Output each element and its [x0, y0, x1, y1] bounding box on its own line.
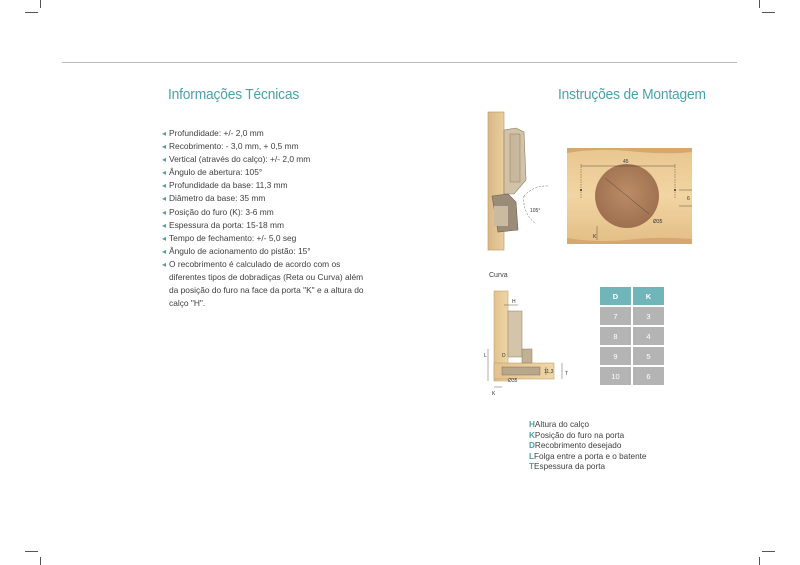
- table-cell: 9: [600, 347, 631, 365]
- spec-item: ◂ Profundidade da base: 11,3 mm: [162, 179, 402, 192]
- dk-table: [598, 285, 666, 387]
- spec-item: ◂ O recobrimento é calculado de acordo com os diferentes tipos de dobradiças (Reta ou Curva) além da posição do furo na face da porta "K" e a altura do calço "H".: [162, 258, 364, 309]
- bullet-icon: ◂: [162, 168, 167, 178]
- bottom-diameter-label: Ø35: [508, 378, 518, 384]
- crop-mark: [25, 12, 38, 13]
- t-label: T: [565, 371, 569, 377]
- table-cell: 8: [600, 327, 631, 345]
- curva-label: Curva: [489, 272, 508, 279]
- bullet-icon: ◂: [162, 246, 167, 256]
- legend-item: DRecobrimento desejado: [529, 441, 622, 450]
- table-header-d: D: [600, 287, 631, 305]
- hinge-opening-diagram: [484, 110, 556, 252]
- crop-mark: [762, 551, 775, 552]
- depth-label: 6: [687, 196, 690, 202]
- bullet-icon: ◂: [162, 220, 167, 230]
- spec-list: [162, 127, 402, 310]
- table-cell: 10: [600, 367, 631, 385]
- legend: [529, 420, 646, 473]
- crop-mark: [25, 551, 38, 552]
- crop-mark: [40, 0, 41, 8]
- table-row: [600, 367, 664, 385]
- k-label: K: [593, 234, 597, 240]
- d-label: D: [502, 353, 506, 359]
- table-row: [600, 347, 664, 365]
- legend-item: KPosição do furo na porta: [529, 430, 625, 440]
- table-cell: 5: [633, 347, 664, 365]
- bullet-icon: ◂: [162, 129, 167, 138]
- table-cell: 4: [633, 327, 664, 345]
- bullet-icon: ◂: [162, 142, 167, 152]
- table-cell: 7: [600, 307, 631, 325]
- technical-info-title: Informações Técnicas: [168, 86, 300, 103]
- spec-item: ◂ Recobrimento: - 3,0 mm, + 0,5 mm: [162, 140, 402, 153]
- legend-item: TEspessura da porta: [529, 462, 606, 471]
- l-label: L: [484, 353, 487, 359]
- crop-mark: [40, 557, 41, 565]
- bullet-icon: ◂: [162, 181, 167, 191]
- spec-item: ◂ Posição do furo (K): 3-6 mm: [162, 206, 402, 219]
- depth-113-label: 11,3: [544, 369, 554, 375]
- table-header-row: [600, 287, 664, 305]
- spec-item: ◂ Diâmetro da base: 35 mm: [162, 192, 402, 205]
- top-divider: [62, 62, 737, 63]
- h-label: H: [512, 299, 516, 305]
- legend-item: LFolga entre a porta e o batente: [529, 451, 647, 461]
- table-row: [600, 307, 664, 325]
- spec-item: ◂ Espessura da porta: 15-18 mm: [162, 219, 402, 232]
- assembly-instructions-title: Instruções de Montagem: [558, 86, 706, 103]
- drilling-top-view-diagram: [567, 148, 692, 244]
- spec-item: ◂ Ângulo de acionamento do pistão: 15°: [162, 245, 402, 258]
- bullet-icon: ◂: [162, 259, 167, 269]
- legend-item: HAltura do calço: [529, 420, 590, 429]
- crop-mark: [759, 557, 760, 565]
- spec-item: ◂ Tempo de fechamento: +/- 5,0 seg: [162, 232, 402, 245]
- table-cell: 6: [633, 367, 664, 385]
- angle-label: 105°: [530, 208, 541, 214]
- spec-item: ◂ Ângulo de abertura: 105°: [162, 166, 402, 179]
- bullet-icon: ◂: [162, 155, 167, 165]
- table-row: [600, 327, 664, 345]
- curved-hinge-side-diagram: [484, 287, 572, 397]
- spec-item: ◂ Vertical (através do calço): +/- 2,0 mm: [162, 153, 402, 166]
- table-cell: 3: [633, 307, 664, 325]
- width-label: 45: [623, 159, 629, 165]
- spec-item: ◂ Profundidade: +/- 2,0 mm: [162, 127, 402, 140]
- bullet-icon: ◂: [162, 194, 167, 204]
- crop-mark: [759, 0, 760, 8]
- bullet-icon: ◂: [162, 207, 167, 217]
- crop-mark: [762, 12, 775, 13]
- table-header-k: K: [633, 287, 664, 305]
- k2-label: K: [492, 391, 496, 397]
- diameter-label: Ø35: [653, 219, 663, 225]
- bullet-icon: ◂: [162, 233, 167, 243]
